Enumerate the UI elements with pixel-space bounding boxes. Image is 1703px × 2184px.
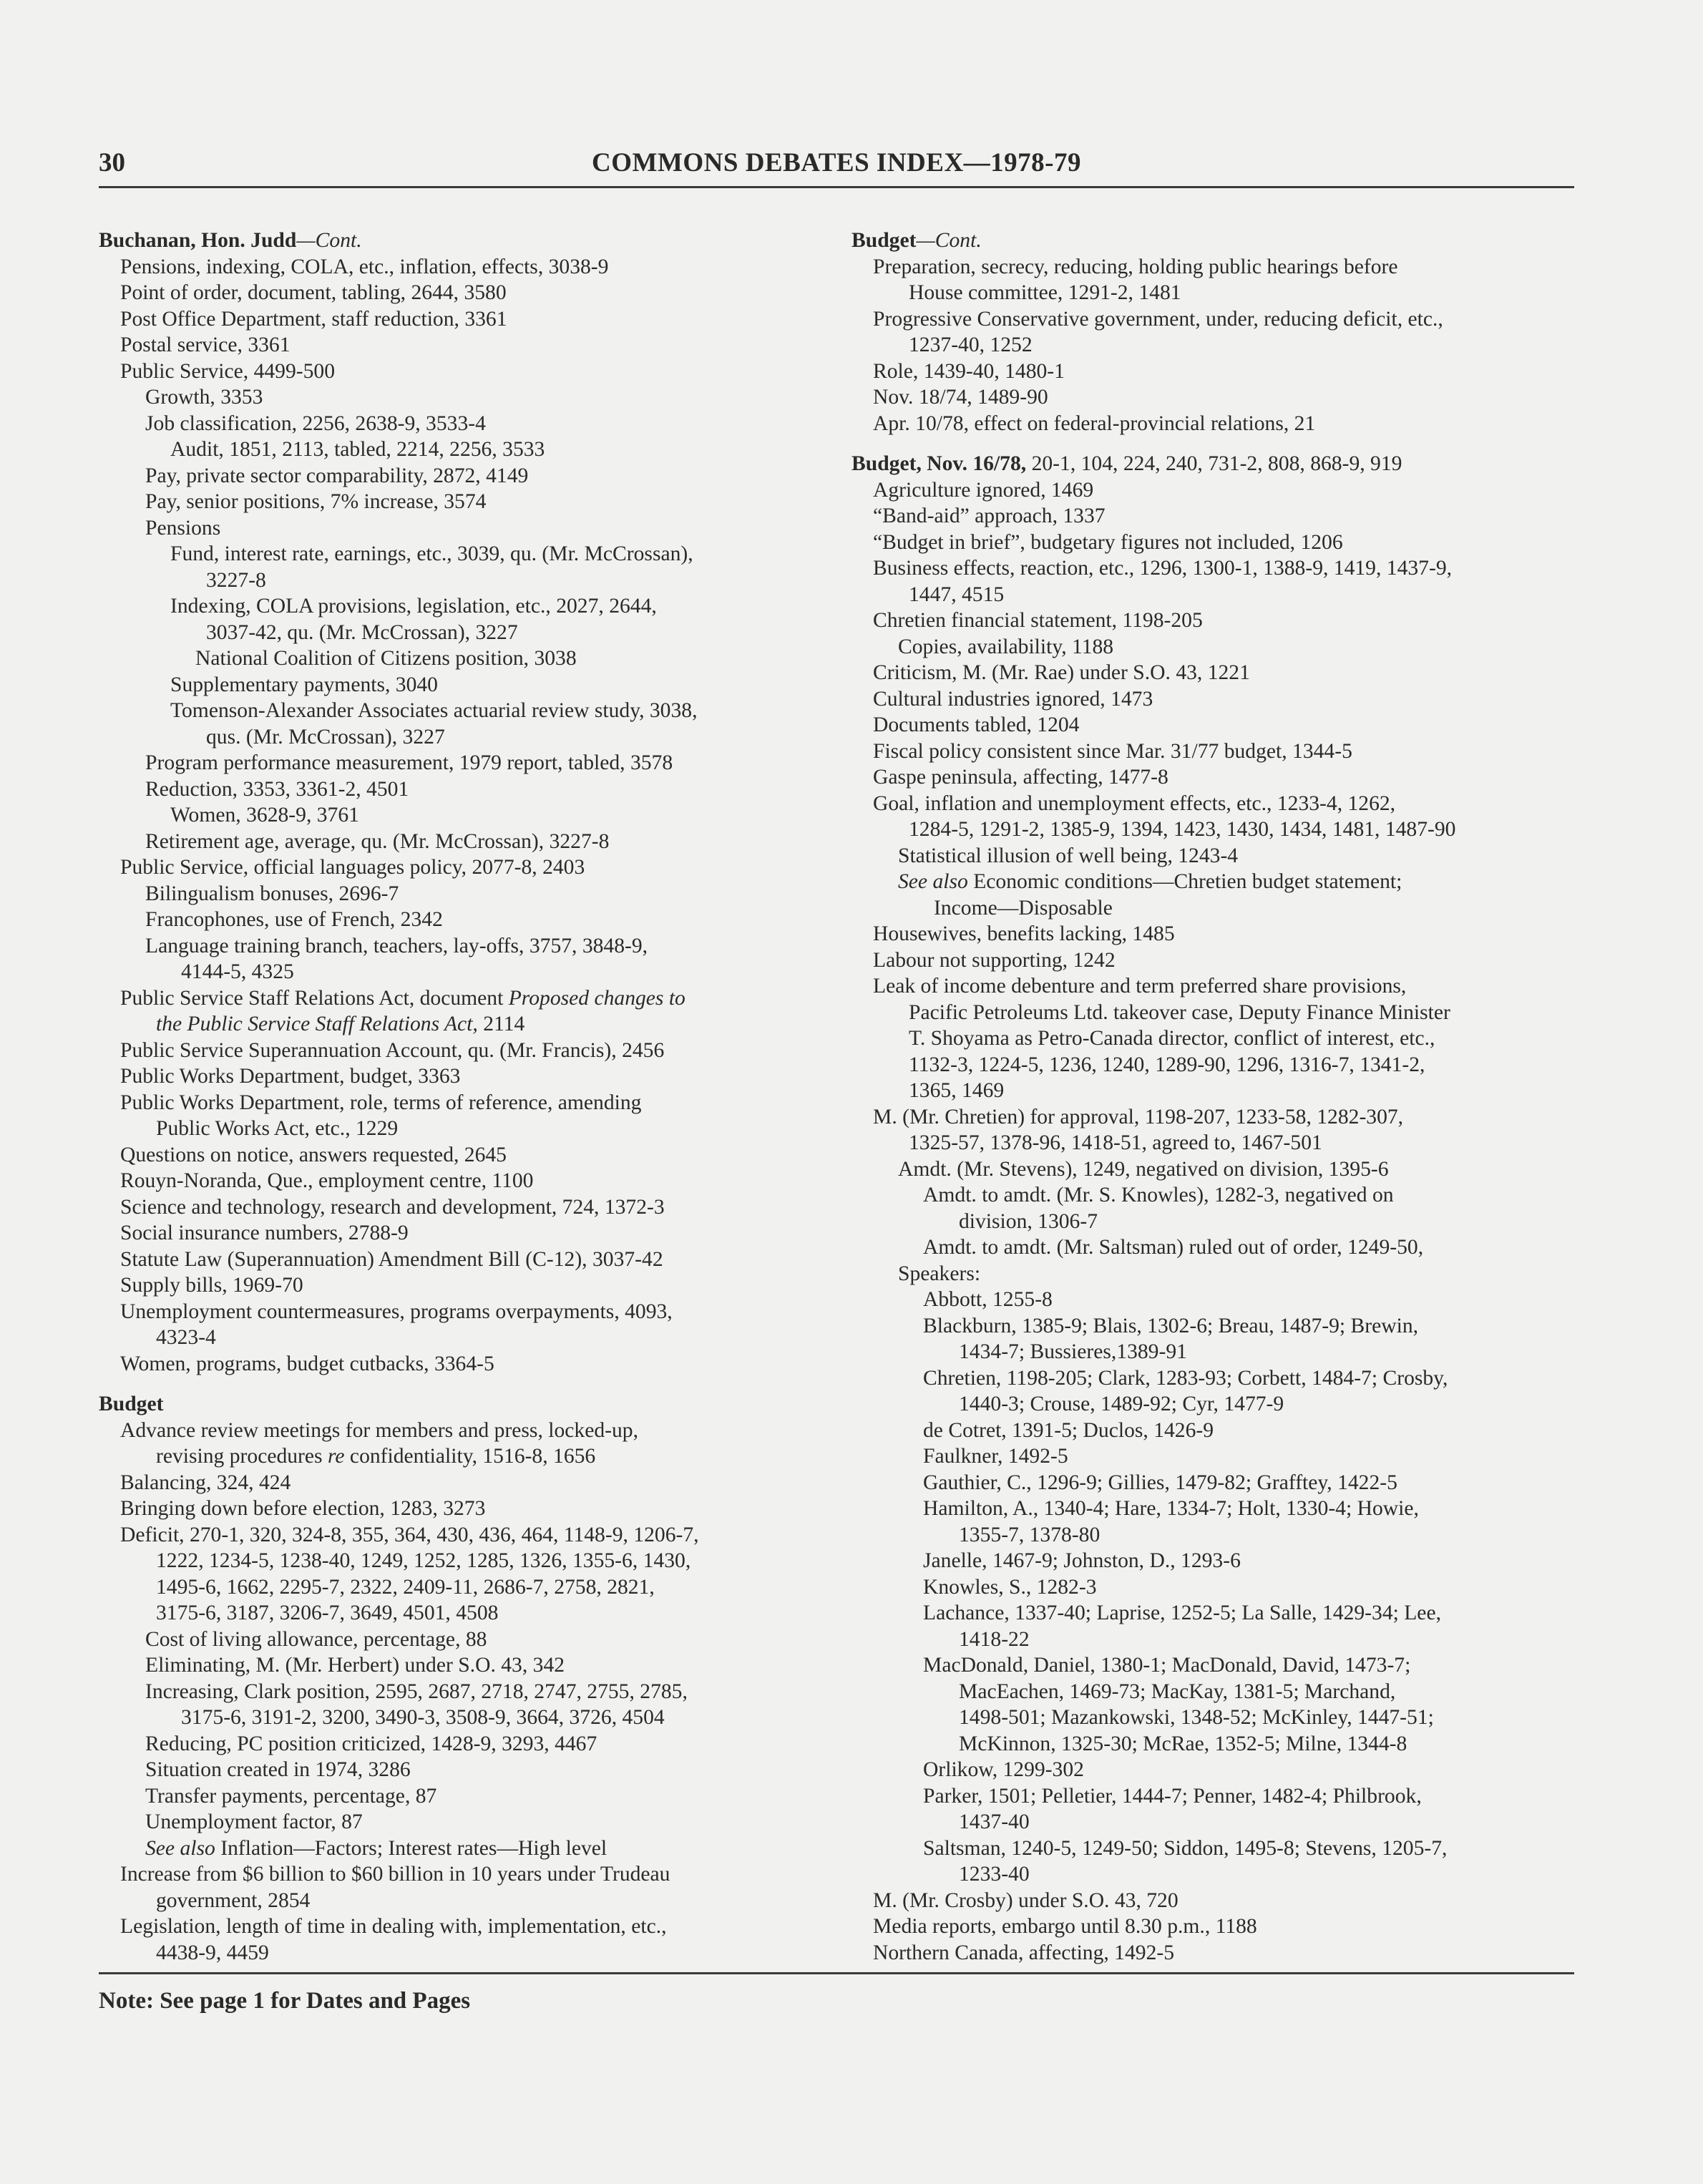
- index-subentry: Bilingualism bonuses, 2696-7: [145, 882, 399, 905]
- index-continuation: 1495-6, 1662, 2295-7, 2322, 2409-11, 2686-7, 2758, 2821,: [156, 1575, 655, 1599]
- index-subentry: Tomenson-Alexander Associates actuarial review study, 3038,: [170, 699, 698, 722]
- index-entry: Social insurance numbers, 2788-9: [120, 1222, 409, 1244]
- index-continuation: 1447, 4515: [909, 582, 1005, 606]
- index-speaker: Lachance, 1337-40; Laprise, 1252-5; La Salle, 1429-34; Lee,: [923, 1602, 1441, 1624]
- index-continuation: 4144-5, 4325: [181, 960, 294, 983]
- index-cross-reference: See also Inflation—Factors; Interest rates—High level: [145, 1836, 607, 1860]
- index-continuation: 3037-42, qu. (Mr. McCrossan), 3227: [206, 620, 518, 644]
- index-subentry: Reduction, 3353, 3361-2, 4501: [145, 777, 409, 801]
- index-continuation: MacEachen, 1469-73; MacKay, 1381-5; Marchand,: [959, 1680, 1396, 1703]
- index-heading-budget-nov-16-78: Budget, Nov. 16/78, 20-1, 104, 224, 240, 731-2, 808, 868-9, 919: [852, 452, 1402, 475]
- index-subentry: Amdt. to amdt. (Mr. Saltsman) ruled out of order, 1249-50,: [923, 1236, 1424, 1259]
- index-continuation: 1325-57, 1378-96, 1418-51, agreed to, 1467-501: [909, 1131, 1322, 1154]
- index-entry: Public Service, 4499-500: [120, 359, 335, 383]
- index-speaker: MacDonald, Daniel, 1380-1; MacDonald, David, 1473-7;: [923, 1654, 1411, 1677]
- index-entry: Labour not supporting, 1242: [873, 948, 1116, 972]
- index-subentry: Pensions: [145, 516, 221, 540]
- index-subentry: Copies, availability, 1188: [898, 635, 1114, 658]
- index-speaker: Abbott, 1255-8: [923, 1288, 1053, 1311]
- index-continuation: 4323-4: [156, 1326, 216, 1349]
- index-subentry: Job classification, 2256, 2638-9, 3533-4: [145, 411, 486, 435]
- index-entry: Leak of income debenture and term preferred share provisions,: [873, 975, 1407, 998]
- index-subentry: Increasing, Clark position, 2595, 2687, 2718, 2747, 2755, 2785,: [145, 1680, 688, 1703]
- index-entry: Statute Law (Superannuation) Amendment Bill (C-12), 3037-42: [120, 1247, 663, 1271]
- index-continuation: 3175-6, 3187, 3206-7, 3649, 4501, 4508: [156, 1602, 499, 1624]
- index-entry: Rouyn-Noranda, Que., employment centre, 1100: [120, 1169, 534, 1192]
- footer-note: Note: See page 1 for Dates and Pages: [99, 1988, 471, 2014]
- index-subentry: Indexing, COLA provisions, legislation, etc., 2027, 2644,: [170, 595, 657, 618]
- index-subentry: Eliminating, M. (Mr. Herbert) under S.O. 43, 342: [145, 1654, 565, 1677]
- index-subentry: Reducing, PC position criticized, 1428-9, 3293, 4467: [145, 1732, 597, 1755]
- index-cross-reference: See also Economic conditions—Chretien budget statement;: [898, 870, 1402, 893]
- index-continuation: 3227-8: [206, 568, 266, 592]
- index-heading-budget-cont: Budget—Cont.: [852, 229, 982, 252]
- index-continuation: Income—Disposable: [934, 896, 1113, 920]
- index-continuation: 3175-6, 3191-2, 3200, 3490-3, 3508-9, 3664, 3726, 4504: [181, 1706, 665, 1729]
- index-continuation: 1355-7, 1378-80: [959, 1523, 1101, 1546]
- index-entry: Fiscal policy consistent since Mar. 31/77 budget, 1344-5: [873, 739, 1352, 763]
- index-subentry: Cost of living allowance, percentage, 88: [145, 1627, 487, 1651]
- index-continuation: 1233-40: [959, 1863, 1030, 1886]
- index-entry: Public Works Department, role, terms of reference, amending: [120, 1091, 642, 1114]
- index-continuation: division, 1306-7: [959, 1209, 1098, 1233]
- index-entry: Bringing down before election, 1283, 3273: [120, 1497, 486, 1520]
- index-subentry: National Coalition of Citizens position, 3038: [195, 647, 577, 670]
- index-subentry: Pay, senior positions, 7% increase, 3574: [145, 490, 487, 513]
- index-entry: Pensions, indexing, COLA, etc., inflation, effects, 3038-9: [120, 255, 609, 278]
- index-subentry: Amdt. (Mr. Stevens), 1249, negatived on division, 1395-6: [898, 1157, 1389, 1181]
- index-speaker: Blackburn, 1385-9; Blais, 1302-6; Breau, 1487-9; Brewin,: [923, 1314, 1419, 1337]
- index-speaker: Faulkner, 1492-5: [923, 1445, 1068, 1468]
- index-speaker: Parker, 1501; Pelletier, 1444-7; Penner, 1482-4; Philbrook,: [923, 1784, 1422, 1808]
- section-gap: [852, 437, 1567, 451]
- index-continuation: 1284-5, 1291-2, 1385-9, 1394, 1423, 1430, 1434, 1481, 1487-90: [909, 818, 1456, 841]
- right-index-column: [852, 228, 1567, 1966]
- index-continuation: T. Shoyama as Petro-Canada director, conflict of interest, etc.,: [909, 1027, 1435, 1050]
- index-subentry: Program performance measurement, 1979 report, tabled, 3578: [145, 751, 673, 774]
- index-entry: Questions on notice, answers requested, 2645: [120, 1143, 507, 1166]
- index-entry: Preparation, secrecy, reducing, holding public hearings before: [873, 255, 1398, 278]
- index-speaker: Gauthier, C., 1296-9; Gillies, 1479-82; Grafftey, 1422-5: [923, 1471, 1397, 1494]
- page-number: 30: [99, 148, 125, 177]
- index-entry: Point of order, document, tabling, 2644, 3580: [120, 281, 507, 304]
- index-continuation: 4438-9, 4459: [156, 1941, 269, 1964]
- index-continuation: 1222, 1234-5, 1238-40, 1249, 1252, 1285, 1326, 1355-6, 1430,: [156, 1549, 691, 1572]
- index-entry: Increase from $6 billion to $60 billion in 10 years under Trudeau: [120, 1863, 670, 1886]
- index-continuation: Pacific Petroleums Ltd. takeover case, Deputy Finance Minister: [909, 1000, 1450, 1024]
- index-continuation: 1237-40, 1252: [909, 333, 1033, 356]
- footer-divider: [99, 1972, 1574, 1974]
- index-continuation: revising procedures re confidentiality, 1516-8, 1656: [156, 1445, 596, 1468]
- index-entry: Goal, inflation and unemployment effects, etc., 1233-4, 1262,: [873, 791, 1396, 815]
- index-speaker: Hamilton, A., 1340-4; Hare, 1334-7; Holt, 1330-4; Howie,: [923, 1497, 1419, 1520]
- index-continuation: 1437-40: [959, 1810, 1030, 1833]
- running-header: [99, 147, 1574, 188]
- index-subentry: Francophones, use of French, 2342: [145, 908, 443, 931]
- index-entry: Public Works Department, budget, 3363: [120, 1065, 461, 1088]
- index-entry: Apr. 10/78, effect on federal-provincial relations, 21: [873, 411, 1316, 435]
- index-continuation: 1418-22: [959, 1627, 1030, 1651]
- index-entry: “Budget in brief”, budgetary figures not included, 1206: [873, 530, 1343, 554]
- index-subentry: Situation created in 1974, 3286: [145, 1758, 411, 1781]
- index-entry: Legislation, length of time in dealing with, implementation, etc.,: [120, 1915, 667, 1938]
- index-subentry: Amdt. to amdt. (Mr. S. Knowles), 1282-3, negatived on: [923, 1184, 1394, 1206]
- index-entry: Nov. 18/74, 1489-90: [873, 386, 1048, 409]
- index-entry: Gaspe peninsula, affecting, 1477-8: [873, 766, 1168, 789]
- index-entry: Balancing, 324, 424: [120, 1471, 291, 1494]
- index-entry: Deficit, 270-1, 320, 324-8, 355, 364, 430, 436, 464, 1148-9, 1206-7,: [120, 1523, 699, 1546]
- index-subentry: Language training branch, teachers, lay-offs, 3757, 3848-9,: [145, 934, 648, 957]
- index-entry: Northern Canada, affecting, 1492-5: [873, 1941, 1175, 1964]
- index-continuation: House committee, 1291-2, 1481: [909, 281, 1181, 304]
- index-speaker: Knowles, S., 1282-3: [923, 1575, 1097, 1599]
- index-entry: Documents tabled, 1204: [873, 713, 1080, 736]
- index-continuation: 1434-7; Bussieres,1389-91: [959, 1340, 1187, 1363]
- index-entry: M. (Mr. Crosby) under S.O. 43, 720: [873, 1888, 1179, 1912]
- index-speaker: Saltsman, 1240-5, 1249-50; Siddon, 1495-8; Stevens, 1205-7,: [923, 1836, 1448, 1860]
- index-entry: Business effects, reaction, etc., 1296, 1300-1, 1388-9, 1419, 1437-9,: [873, 557, 1453, 580]
- index-subentry: Retirement age, average, qu. (Mr. McCrossan), 3227-8: [145, 829, 610, 853]
- index-subentry: Supplementary payments, 3040: [170, 673, 438, 696]
- index-entry: Postal service, 3361: [120, 333, 291, 356]
- index-entry: Unemployment countermeasures, programs overpayments, 4093,: [120, 1300, 673, 1323]
- index-speaker: de Cotret, 1391-5; Duclos, 1426-9: [923, 1418, 1214, 1442]
- index-entry: Criticism, M. (Mr. Rae) under S.O. 43, 1221: [873, 661, 1250, 684]
- index-speaker: Chretien, 1198-205; Clark, 1283-93; Corbett, 1484-7; Crosby,: [923, 1366, 1448, 1390]
- index-entry: Science and technology, research and development, 724, 1372-3: [120, 1195, 665, 1219]
- index-entry: M. (Mr. Chretien) for approval, 1198-207, 1233-58, 1282-307,: [873, 1105, 1404, 1128]
- index-entry: Role, 1439-40, 1480-1: [873, 359, 1065, 383]
- index-entry: Cultural industries ignored, 1473: [873, 687, 1153, 711]
- index-entry: Public Service Superannuation Account, qu. (Mr. Francis), 2456: [120, 1038, 665, 1062]
- index-entry: Housewives, benefits lacking, 1485: [873, 922, 1175, 945]
- index-entry: Supply bills, 1969-70: [120, 1274, 303, 1297]
- index-continuation: 1440-3; Crouse, 1489-92; Cyr, 1477-9: [959, 1393, 1284, 1415]
- page-title: COMMONS DEBATES INDEX—1978-79: [592, 148, 1081, 177]
- index-continuation: 1498-501; Mazankowski, 1348-52; McKinley, 1447-51;: [959, 1706, 1434, 1729]
- left-index-column: [99, 228, 814, 1966]
- index-subentry: Statistical illusion of well being, 1243-4: [898, 844, 1239, 867]
- index-subentry: Unemployment factor, 87: [145, 1810, 363, 1833]
- index-entry: Agriculture ignored, 1469: [873, 478, 1094, 502]
- index-subentry: Fund, interest rate, earnings, etc., 3039, qu. (Mr. McCrossan),: [170, 542, 693, 565]
- index-continuation: McKinnon, 1325-30; McRae, 1352-5; Milne, 1344-8: [959, 1732, 1407, 1755]
- index-continuation: qus. (Mr. McCrossan), 3227: [206, 725, 445, 749]
- index-entry: Public Service, official languages policy, 2077-8, 2403: [120, 856, 585, 879]
- index-subentry: Speakers:: [898, 1262, 981, 1285]
- index-entry: Chretien financial statement, 1198-205: [873, 609, 1203, 632]
- index-continuation: 1365, 1469: [909, 1079, 1005, 1102]
- index-entry: Media reports, embargo until 8.30 p.m., 1188: [873, 1915, 1257, 1938]
- index-heading-budget: Budget: [99, 1393, 164, 1415]
- index-speaker: Janelle, 1467-9; Johnston, D., 1293-6: [923, 1549, 1241, 1572]
- index-continuation: 1132-3, 1224-5, 1236, 1240, 1289-90, 1296, 1316-7, 1341-2,: [909, 1053, 1425, 1076]
- index-subentry: Transfer payments, percentage, 87: [145, 1784, 437, 1808]
- index-entry: Progressive Conservative government, under, reducing deficit, etc.,: [873, 307, 1443, 331]
- index-entry: Public Service Staff Relations Act, document Proposed changes to: [120, 986, 685, 1010]
- index-continuation: the Public Service Staff Relations Act, 2114: [156, 1013, 525, 1035]
- index-entry: Post Office Department, staff reduction, 3361: [120, 307, 507, 331]
- index-entry: “Band-aid” approach, 1337: [873, 504, 1106, 527]
- section-gap: [99, 1377, 814, 1391]
- index-entry: Women, programs, budget cutbacks, 3364-5: [120, 1352, 494, 1375]
- index-subentry: Growth, 3353: [145, 386, 263, 409]
- index-continuation: Public Works Act, etc., 1229: [156, 1117, 399, 1140]
- index-entry: Advance review meetings for members and press, locked-up,: [120, 1418, 638, 1442]
- index-subentry: Women, 3628-9, 3761: [170, 804, 359, 827]
- index-subentry: Pay, private sector comparability, 2872, 4149: [145, 464, 529, 487]
- index-continuation: government, 2854: [156, 1888, 311, 1912]
- index-subentry: Audit, 1851, 2113, tabled, 2214, 2256, 3533: [170, 438, 545, 461]
- index-heading-buchanan: Buchanan, Hon. Judd—Cont.: [99, 229, 362, 252]
- index-speaker: Orlikow, 1299-302: [923, 1758, 1084, 1781]
